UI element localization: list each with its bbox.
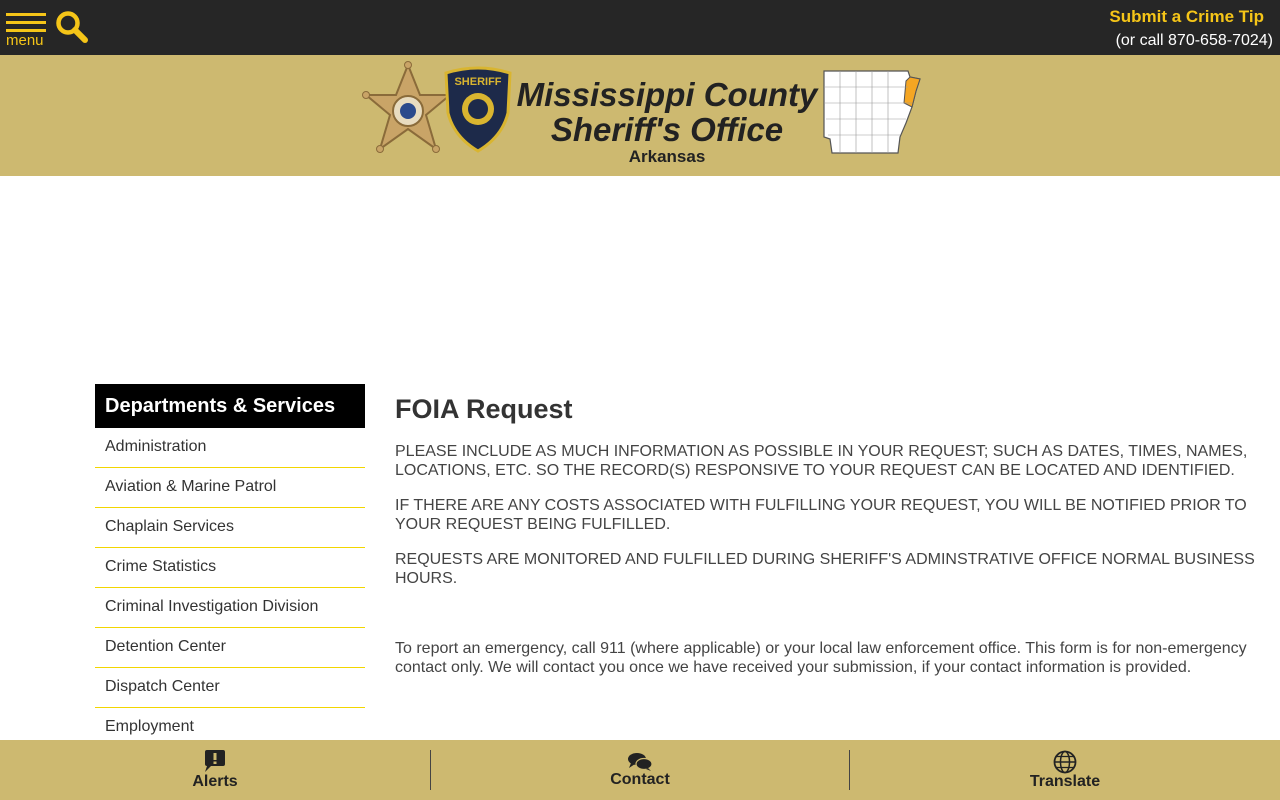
alerts-button[interactable]	[0, 740, 430, 800]
site-subtitle: Arkansas	[628, 147, 706, 166]
menu-button[interactable]	[5, 10, 49, 50]
alert-bubble-icon	[201, 749, 229, 775]
emergency-notice: To report an emergency, call 911 (where applicable) or your local law enforcement office. This form is for non-emergency contact only. We will contact you once we have received your submission, if your contact information is provided.	[395, 640, 1247, 676]
search-button[interactable]	[55, 10, 89, 44]
search-icon	[55, 10, 89, 44]
foia-costs-paragraph: IF THERE ARE ANY COSTS ASSOCIATED WITH FULFILLING YOUR REQUEST, YOU WILL BE NOTIFIED PRIOR TO YOUR REQUEST BEING FULFILLED.	[395, 497, 1247, 533]
top-bar	[0, 0, 1280, 55]
sidebar-item-dispatch-center[interactable]: Dispatch Center	[95, 668, 365, 708]
chat-bubbles-icon	[627, 752, 653, 772]
sidebar-list	[95, 428, 365, 748]
contact-button[interactable]	[431, 740, 849, 800]
sidebar-item-aviation-marine-patrol[interactable]: Aviation & Marine Patrol	[95, 468, 365, 508]
crime-tip-phone: (or call 870-658-7024)	[1115, 32, 1273, 49]
site-header	[0, 55, 1280, 176]
badge-text: SHERIFF	[454, 76, 502, 88]
site-title[interactable]	[514, 77, 820, 147]
hamburger-bar	[6, 21, 46, 24]
sidebar-item-employment[interactable]: Employment	[95, 708, 365, 748]
sidebar-item-chaplain-services[interactable]: Chaplain Services	[95, 508, 365, 548]
translate-label: Translate	[1029, 773, 1101, 790]
sidebar-heading: Departments & Services	[95, 384, 365, 428]
departments-sidebar	[95, 384, 365, 748]
sidebar-item-criminal-investigation[interactable]: Criminal Investigation Division	[95, 588, 365, 628]
menu-label: menu	[6, 32, 44, 49]
foia-hours-paragraph: REQUESTS ARE MONITORED AND FULFILLED DURING SHERIFF'S ADMINSTRATIVE OFFICE NORMAL BUSINESS HOURS.	[395, 551, 1255, 587]
hamburger-menu-icon	[6, 13, 46, 16]
page-title: FOIA Request	[395, 394, 573, 424]
sheriff-badge-logo[interactable]	[442, 65, 514, 153]
crime-tip-block	[1109, 6, 1273, 54]
sidebar-item-detention-center[interactable]: Detention Center	[95, 628, 365, 668]
main-content	[395, 392, 1265, 677]
bottom-bar	[0, 740, 1280, 800]
globe-icon	[1053, 750, 1077, 774]
site-title-line2: Sheriff's Office	[550, 111, 784, 148]
alerts-label: Alerts	[192, 773, 238, 790]
sheriff-star-logo[interactable]	[362, 61, 454, 165]
translate-button[interactable]	[850, 740, 1280, 800]
site-title-line1: Mississippi County	[516, 76, 818, 113]
submit-crime-tip-link[interactable]: Submit a Crime Tip	[1109, 7, 1264, 26]
sidebar-item-crime-statistics[interactable]: Crime Statistics	[95, 548, 365, 588]
sidebar-item-administration[interactable]: Administration	[95, 428, 365, 468]
arkansas-map-icon	[820, 67, 924, 157]
contact-label: Contact	[610, 771, 670, 788]
foia-instruction-paragraph: PLEASE INCLUDE AS MUCH INFORMATION AS POSSIBLE IN YOUR REQUEST; SUCH AS DATES, TIMES, NAMES, LOCATIONS, ETC. SO THE RECORD(S) RESPONSIVE TO YOUR REQUEST CAN BE LOCATED AND IDENTIFIED.	[395, 443, 1248, 479]
